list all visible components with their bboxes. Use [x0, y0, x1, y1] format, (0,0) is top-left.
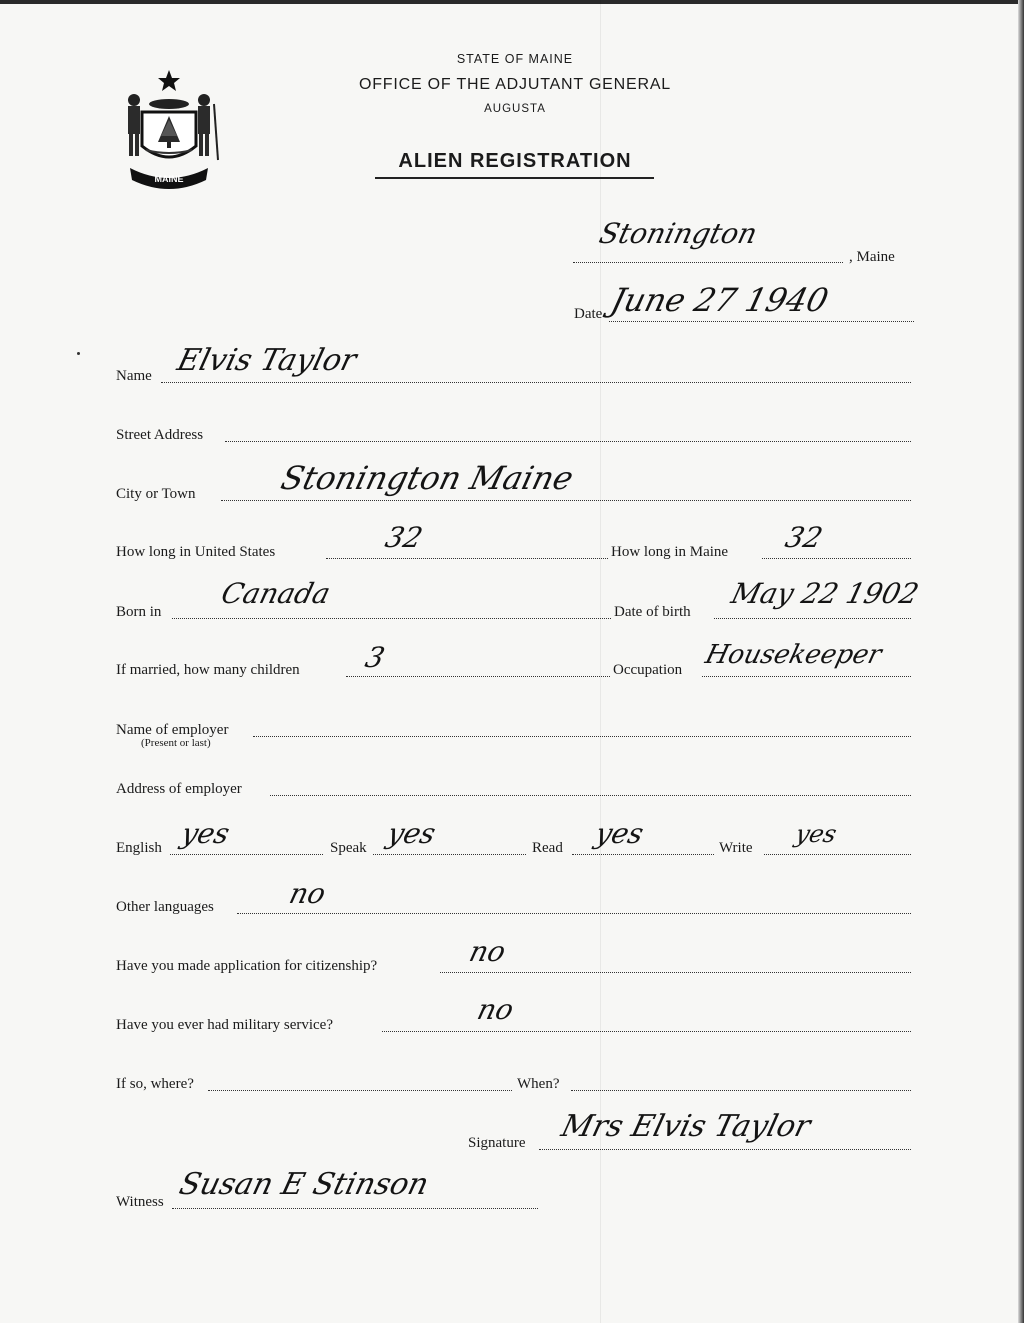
header-state: STATE OF MAINE: [456, 52, 574, 66]
signature-line: [539, 1149, 911, 1150]
other-languages-line: [237, 913, 911, 914]
employer-name-label: Name of employer: [116, 722, 229, 738]
employer-name-line: [253, 736, 911, 737]
name-line: [161, 382, 911, 383]
how-long-maine-line: [762, 558, 911, 559]
street-address-label: Street Address: [116, 427, 204, 443]
speak-label: Speak: [330, 840, 367, 856]
employer-name-sublabel: (Present or last): [141, 737, 211, 749]
write-value: yes: [792, 820, 840, 848]
where-label: If so, where?: [116, 1076, 194, 1092]
other-languages-label: Other languages: [116, 899, 214, 915]
header-city: AUGUSTA: [484, 103, 546, 115]
date-of-birth-label: Date of birth: [614, 604, 691, 620]
scan-edge-right: [1018, 0, 1024, 1323]
date-line: [609, 321, 914, 322]
employer-address-label: Address of employer: [116, 781, 242, 797]
header-office: OFFICE OF THE ADJUTANT GENERAL: [358, 76, 672, 93]
city-value: Stonington Maine: [277, 459, 578, 497]
how-long-maine-value: 32: [782, 521, 826, 554]
write-line: [764, 854, 911, 855]
other-languages-value: no: [286, 877, 330, 910]
citizenship-value: no: [466, 935, 510, 968]
read-label: Read: [532, 840, 563, 856]
punch-mark: [77, 352, 80, 355]
witness-value: Susan E Stinson: [175, 1167, 433, 1202]
place-value: Stonington: [596, 217, 761, 250]
occupation-value: Housekeeper: [702, 640, 885, 670]
english-label: English: [116, 840, 162, 856]
write-label: Write: [719, 840, 753, 856]
speak-value: yes: [384, 817, 440, 850]
when-label: When?: [517, 1076, 560, 1092]
street-address-line: [225, 441, 911, 442]
children-value: 3: [362, 641, 389, 674]
born-in-line: [172, 618, 611, 619]
maine-seal-icon: [114, 64, 224, 192]
employer-address-line: [270, 795, 911, 796]
how-long-us-line: [326, 558, 608, 559]
read-value: yes: [592, 817, 648, 850]
speak-line: [373, 854, 526, 855]
english-value: yes: [178, 817, 234, 850]
how-long-us-label: How long in United States: [116, 544, 276, 560]
signature-label: Signature: [468, 1135, 526, 1151]
english-line: [170, 854, 323, 855]
children-line: [346, 676, 610, 677]
date-label: Date: [574, 306, 603, 322]
scan-edge-top: [0, 0, 1024, 4]
name-value: Elvis Taylor: [173, 343, 360, 378]
date-of-birth-line: [714, 618, 911, 619]
military-service-label: Have you ever had military service?: [116, 1017, 333, 1033]
witness-label: Witness: [116, 1194, 164, 1210]
place-line: [573, 262, 843, 263]
place-state-label: , Maine: [849, 249, 895, 265]
date-of-birth-value: May 22 1902: [728, 577, 923, 610]
form-title: ALIEN REGISTRATION: [398, 150, 632, 172]
name-label: Name: [116, 368, 152, 384]
born-in-value: Canada: [218, 577, 334, 610]
occupation-label: Occupation: [613, 662, 683, 678]
military-service-value: no: [474, 993, 518, 1026]
children-label: If married, how many children: [116, 662, 300, 678]
signature-value: Mrs Elvis Taylor: [557, 1109, 814, 1144]
where-line: [208, 1090, 512, 1091]
citizenship-label: Have you made application for citizenship?: [116, 958, 378, 974]
read-line: [572, 854, 714, 855]
occupation-line: [702, 676, 911, 677]
how-long-us-value: 32: [382, 521, 426, 554]
witness-line: [172, 1208, 538, 1209]
when-line: [571, 1090, 911, 1091]
citizenship-line: [440, 972, 911, 973]
how-long-maine-label: How long in Maine: [611, 544, 729, 560]
title-underline: [375, 177, 654, 179]
city-line: [221, 500, 911, 501]
seal-motto: MAINE: [154, 174, 184, 184]
city-label: City or Town: [116, 486, 196, 502]
date-value: June 27 1940: [607, 281, 833, 319]
military-service-line: [382, 1031, 911, 1032]
born-in-label: Born in: [116, 604, 162, 620]
